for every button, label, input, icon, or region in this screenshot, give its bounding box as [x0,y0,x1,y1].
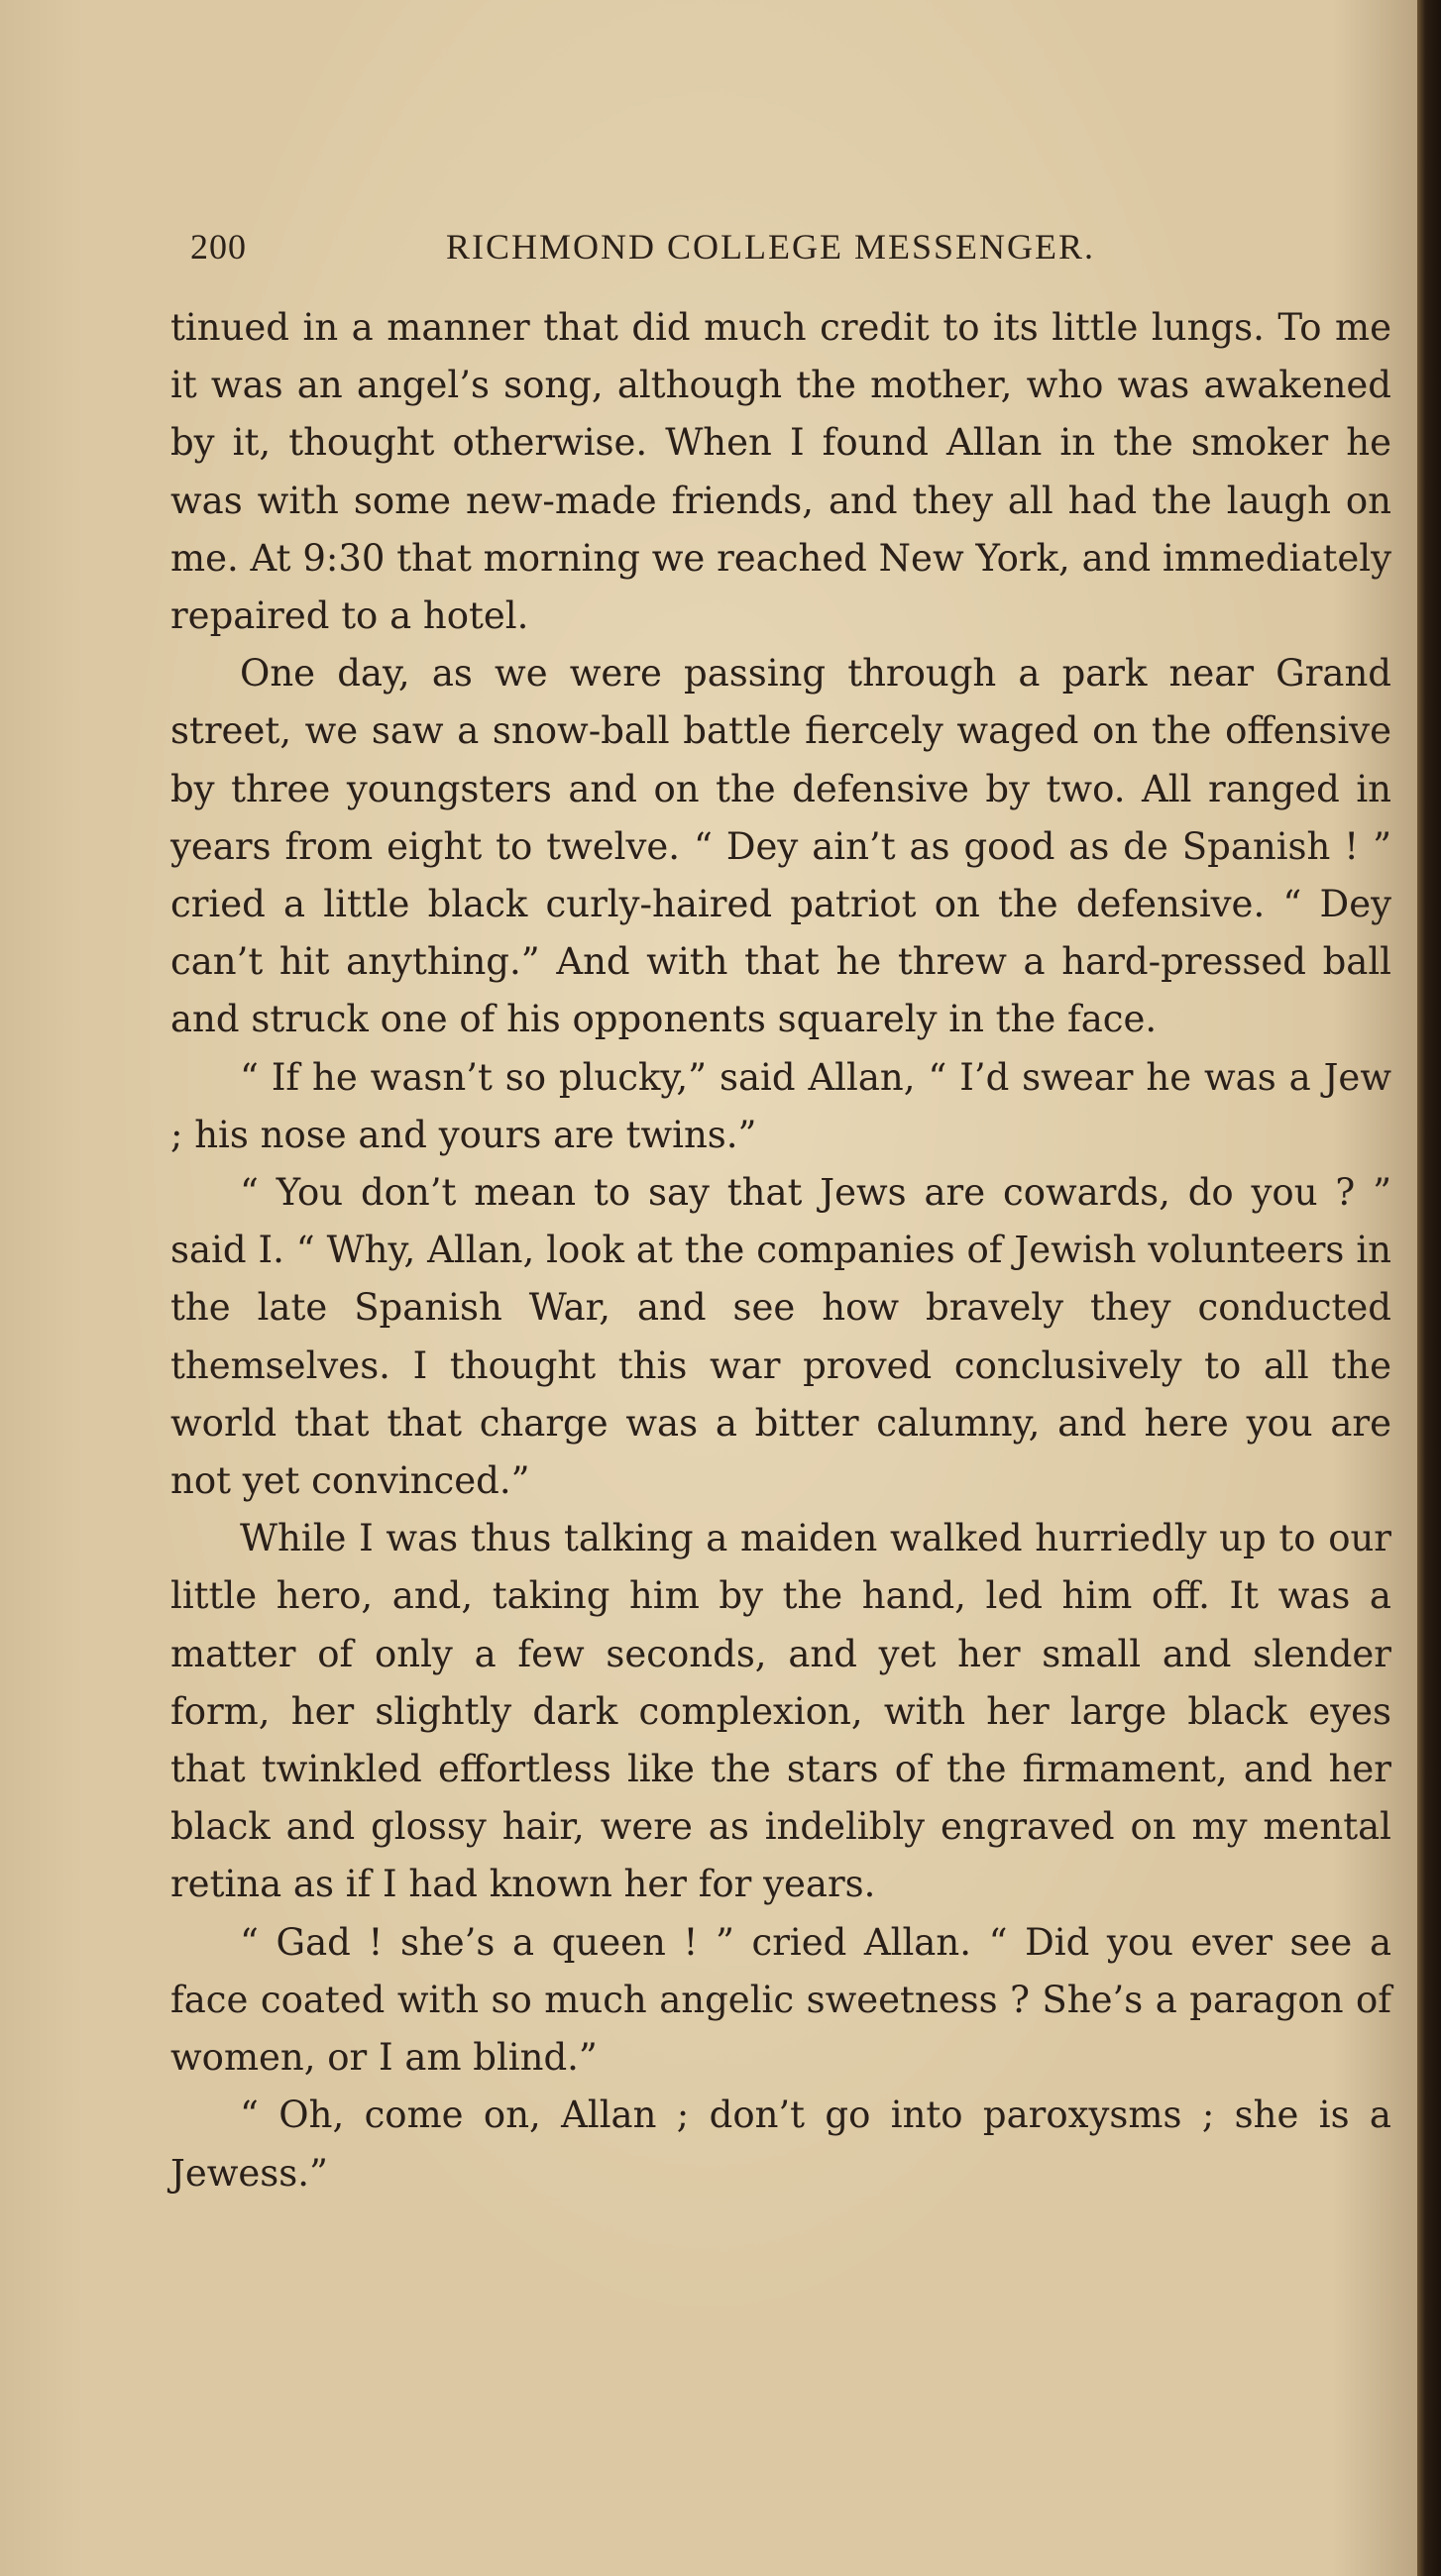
body-text [170,299,1391,2202]
paragraph: “ Oh, come on, Allan ; don’t go into paroxysms ; she is a Jewess.” [170,2093,1391,2195]
paragraph: One day, as we were passing through a park near Grand street, we saw a snow-ball battle fiercely waged on the offensive by three youngsters and on the defensive by two. All ranged in years from eight to twelve. “ Dey ain’t as good as de Spanish ! ” cried a little black curly-haired patriot on the defensive. “ Dey can’t hit anything.” And with that he threw a hard-pressed ball and struck one of his opponents squarely in the face. [170,652,1391,1041]
paragraph: tinued in a manner that did much credit to its little lungs. To me it was an angel’s song, although the mother, who was awakened by it, thought otherwise. When I found Allan in the smoker he was with some new-made friends, and they all had the laugh on me. At 9:30 that morning we reached New York, and immediately repaired to a hotel. [170,306,1391,638]
running-title: RICHMOND COLLEGE MESSENGER. [446,227,1096,267]
paragraph: While I was thus talking a maiden walked hurriedly up to our little hero, and, taking him by the hand, led him off. It was a matter of only a few seconds, and yet her small and slender form, her slightly dark complexion, with her large black eyes that twinkled effortless like the stars of the firmament, and her black and glossy hair, were as indelibly engraved on my mental retina as if I had known her for years. [170,1517,1391,1906]
paragraph: “ Gad ! she’s a queen ! ” cried Allan. “ Did you ever see a face coated with so much angelic sweetness ? She’s a paragon of women, or I am blind.” [170,1920,1391,2080]
page-number: 200 [190,227,247,267]
page-header [190,226,1181,275]
paragraph: “ You don’t mean to say that Jews are cowards, do you ? ” said I. “ Why, Allan, look at the companies of Jewish volunteers in the late Spanish War, and see how bravely they conducted themselves. I thought this war proved conclusively to all the world that that charge was a bitter calumny, and here you are not yet convinced.” [170,1171,1391,1503]
paragraph: “ If he wasn’t so plucky,” said Allan, “ I’d swear he was a Jew ; his nose and yours are twins.” [170,1055,1391,1156]
book-spine-edge [1417,0,1441,2576]
